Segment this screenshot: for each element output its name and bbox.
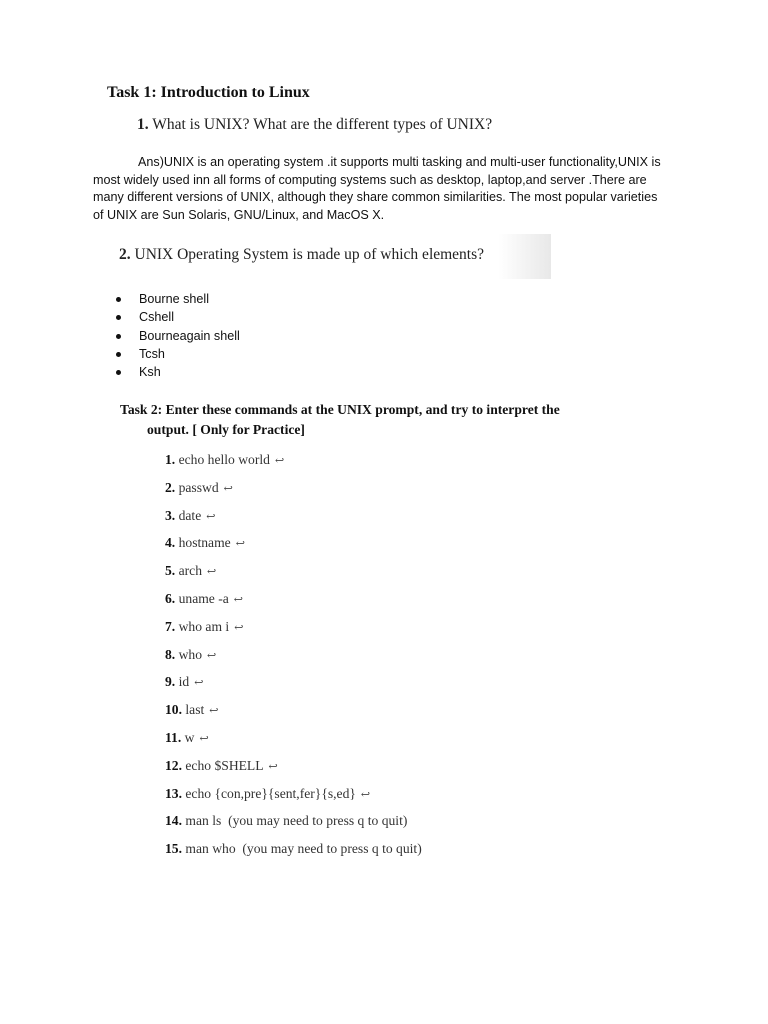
command-text: echo $SHELL [182,757,264,773]
command-text: echo hello world [175,452,270,467]
command-number: 5. [165,563,176,579]
bullet-icon [116,334,121,339]
command-text: man ls (you may need to press q to quit) [182,813,408,829]
command-text: last [182,702,205,718]
command-item [165,811,422,839]
command-item [165,506,422,534]
return-arrow-icon: ↩ [207,649,217,662]
command-text: w [181,729,195,745]
command-number: 13. [165,785,182,801]
command-number: 9. [165,674,176,690]
return-arrow-icon: ↩ [194,677,204,690]
shell-name: Bourneagain shell [139,328,240,343]
shell-list-item [112,308,240,326]
question-2-box [112,234,551,279]
command-text: who [175,646,203,662]
shell-name: Cshell [139,310,174,325]
command-item [165,478,422,506]
return-arrow-icon: ↩ [235,538,245,551]
command-number: 10. [165,702,182,718]
command-number: 2. [165,479,176,495]
return-arrow-icon: ↩ [209,705,219,718]
command-item [165,728,422,756]
return-arrow-icon: ↩ [268,760,278,773]
bullet-icon [116,315,121,320]
return-arrow-icon: ↩ [206,510,216,523]
command-number: 14. [165,813,182,829]
command-text: uname -a [175,590,229,606]
command-item [165,672,422,700]
command-number: 7. [165,618,176,634]
command-item [165,839,422,867]
command-item [165,450,422,478]
shell-list-item [112,363,240,381]
return-arrow-icon: ↩ [274,455,285,467]
command-number: 12. [165,757,182,773]
shell-list-item [112,327,240,345]
return-arrow-icon: ↩ [199,732,209,745]
bullet-icon [116,352,121,357]
command-text: passwd [175,479,219,495]
return-arrow-icon: ↩ [234,621,244,634]
command-text: man who (you may need to press q to quit) [182,841,422,857]
command-text: arch [175,563,202,579]
return-arrow-icon: ↩ [223,482,233,495]
command-number: 8. [165,646,176,662]
command-text: hostname [175,535,231,551]
answer-paragraph: Ans)UNIX is an operating system .it supports multi tasking and multi-user functionality,UNIX is most widely used inn all forms of computing systems such as desktop, laptop,and server .There are many different versions of UNIX, although they share common similarities. The most popular varieties of UNIX are Sun Solaris, GNU/Linux, and MacOS X. [93,155,661,222]
return-arrow-icon: ↩ [207,566,217,579]
question-2 [119,246,484,264]
command-item [165,617,422,645]
command-number: 6. [165,590,176,606]
command-item [165,645,422,673]
command-item [165,756,422,784]
command-number: 4. [165,535,176,551]
task2-heading-line1: Task 2: Enter these commands at the UNIX prompt, and try to interpret the [120,402,560,417]
task2-heading [120,400,560,440]
task2-heading-line2: output. [ Only for Practice] [147,422,305,437]
shell-name: Tcsh [139,346,165,361]
question-2-text: UNIX Operating System is made up of which elements? [134,246,485,263]
shell-list-item [112,290,240,308]
bullet-icon [116,297,121,302]
shell-list-item [112,345,240,363]
bullet-icon [116,370,121,375]
task1-heading: Task 1: Introduction to Linux [107,84,310,101]
command-list [165,450,422,867]
question-2-number: 2. [119,246,131,263]
question-1-text: What is UNIX? What are the different types of UNIX? [152,116,493,133]
command-item [165,561,422,589]
shell-list [112,290,240,381]
command-number: 3. [165,507,176,523]
shell-name: Bourne shell [139,292,210,306]
shell-name: Ksh [139,365,161,380]
question-1-number: 1. [137,116,149,133]
return-arrow-icon: ↩ [233,593,244,606]
command-item [165,589,422,617]
command-text: echo {con,pre}{sent,fer}{s,ed} [182,785,356,801]
question-1 [137,116,492,134]
command-item [165,533,422,561]
command-text: date [175,507,202,523]
command-text: id [175,674,190,690]
return-arrow-icon: ↩ [360,788,371,801]
command-text: who am i [175,618,230,634]
command-item [165,784,422,812]
command-number: 1. [165,452,176,467]
command-item [165,700,422,728]
command-number: 15. [165,841,182,857]
command-number: 11. [165,729,182,745]
